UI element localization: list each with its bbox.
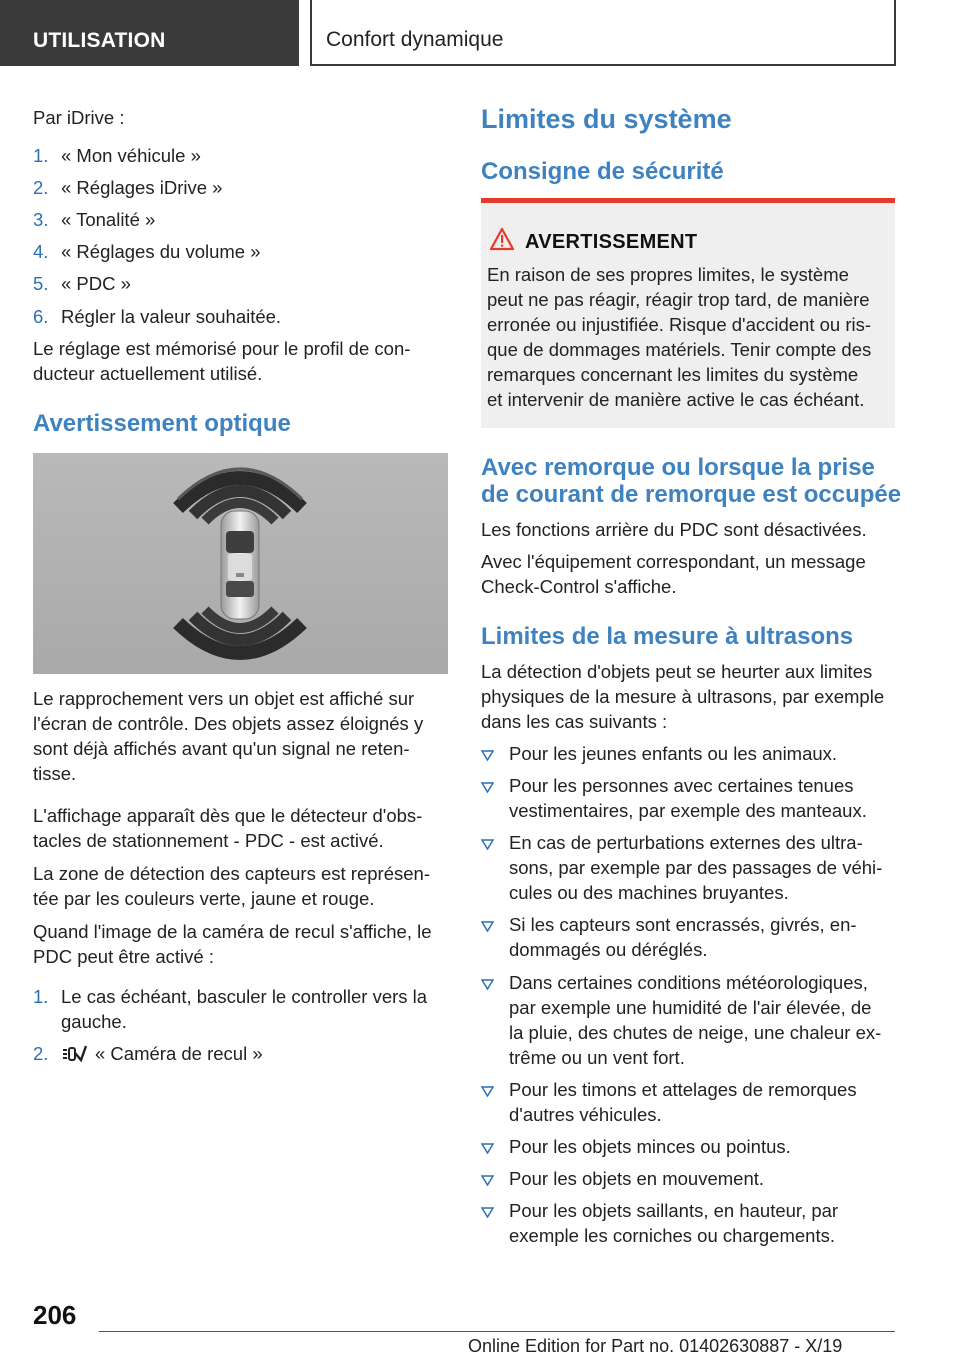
bullet-text	[509, 773, 895, 823]
page-header	[0, 0, 960, 66]
step-text: « Tonalité »	[61, 209, 156, 230]
step-number: 3.	[33, 209, 49, 230]
triangle-bullet-icon	[481, 979, 494, 990]
bullet-text	[509, 970, 895, 1070]
heading-trailer-line-1: Avec remorque ou lorsque la prise	[481, 454, 875, 481]
para-2-line-2: tacles de stationnement - PDC - est activé.	[33, 830, 384, 851]
warning-line: remarques concernant les limites du système	[487, 364, 859, 385]
step-text: « PDC »	[61, 273, 131, 294]
section-tab: UTILISATION	[0, 0, 299, 66]
bullet-text	[509, 1198, 895, 1248]
step-text: « Mon véhicule »	[61, 145, 201, 166]
step-text: Régler la valeur souhaitée.	[61, 306, 282, 327]
bullet-line: Pour les personnes avec certaines tenues	[509, 775, 854, 796]
para-3-line-2: tée par les couleurs verte, jaune et rouge.	[33, 888, 375, 909]
step-number: 6.	[33, 306, 49, 327]
page-title: Limites du système	[481, 104, 732, 134]
triangle-bullet-icon	[481, 750, 494, 761]
para-4-line-1: Quand l'image de la caméra de recul s'affiche, le	[33, 921, 432, 942]
footer-divider	[99, 1331, 895, 1332]
heading-optical-warning: Avertissement optique	[33, 410, 291, 437]
trailer-para-1: Les fonctions arrière du PDC sont désactivées.	[481, 519, 867, 540]
warning-line: et intervenir de manière active le cas échéant.	[487, 389, 865, 410]
triangle-bullet-icon	[481, 1175, 494, 1186]
triangle-bullet-icon	[481, 1086, 494, 1097]
para-1-line-3: sont déjà affichés avant qu'un signal ne reten‐	[33, 738, 410, 759]
rear-camera-icon	[61, 1044, 87, 1070]
pdc-illustration	[33, 453, 448, 674]
bullet-line: sons, par exemple par des passages de véhi‐	[509, 857, 883, 878]
heading-safety: Consigne de sécurité	[481, 158, 724, 185]
step-number: 2.	[33, 177, 49, 198]
step-text: Le cas échéant, basculer le controller vers la	[61, 986, 428, 1007]
warning-line: En raison de ses propres limites, le système	[487, 264, 849, 285]
step-text: « Réglages iDrive »	[61, 177, 223, 198]
step-text-cont: gauche.	[61, 1011, 127, 1032]
warning-line: peut ne pas réagir, réagir trop tard, de manière	[487, 289, 870, 310]
intro-text: Par iDrive :	[33, 107, 125, 128]
step-number: 1.	[33, 986, 49, 1007]
bullet-text	[509, 830, 895, 905]
triangle-bullet-icon	[481, 921, 494, 932]
bullet-text	[509, 1077, 895, 1127]
edition-note: Online Edition for Part no. 01402630887 - X/19	[468, 1336, 843, 1356]
step-number: 1.	[33, 145, 49, 166]
ultra-para-line-3: dans les cas suivants :	[481, 711, 668, 732]
para-2-line-1: L'affichage apparaît dès que le détecteur d'obs‐	[33, 805, 423, 826]
page-number: 206	[33, 1300, 77, 1330]
triangle-bullet-icon	[481, 782, 494, 793]
para-4-line-2: PDC peut être activé :	[33, 946, 214, 967]
step-text: « Caméra de recul »	[95, 1043, 263, 1064]
warning-line: que de dommages matériels. Tenir compte des	[487, 339, 872, 360]
step-number: 5.	[33, 273, 49, 294]
trailer-para-2-line-2: Check-Control s'affiche.	[481, 576, 677, 597]
pdc-car-diagram	[33, 453, 448, 674]
bullet-line: par exemple une humidité de l'air élevée, de	[509, 997, 872, 1018]
stored-line-1: Le réglage est mémorisé pour le profil de con‐	[33, 338, 411, 359]
stored-line-2: ducteur actuellement utilisé.	[33, 363, 263, 384]
warning-title: AVERTISSEMENT	[525, 231, 698, 253]
heading-trailer-line-2: de courant de remorque est occupée	[481, 481, 902, 508]
triangle-bullet-icon	[481, 1143, 494, 1154]
step-number: 2.	[33, 1043, 49, 1064]
step-number: 4.	[33, 241, 49, 262]
bullet-line: cules ou des machines bruyantes.	[509, 882, 789, 903]
triangle-bullet-icon	[481, 839, 494, 850]
step-text: « Réglages du volume »	[61, 241, 261, 262]
bullet-line: Pour les objets saillants, en hauteur, par	[509, 1200, 839, 1221]
bullet-line: Pour les timons et attelages de remorques	[509, 1079, 857, 1100]
para-3-line-1: La zone de détection des capteurs est représen‐	[33, 863, 430, 884]
bullet-text	[509, 912, 895, 962]
bullet-line: En cas de perturbations externes des ultra‐	[509, 832, 863, 853]
bullet-line: Dans certaines conditions météorologiques,	[509, 972, 868, 993]
warning-text	[487, 262, 891, 412]
para-1-line-4: tisse.	[33, 763, 77, 784]
warning-line: erronée ou injustifiée. Risque d'accident ou ris‐	[487, 314, 872, 335]
trailer-para-2-line-1: Avec l'équipement correspondant, un message	[481, 551, 866, 572]
bullet-line: trême ou un vent fort.	[509, 1047, 685, 1068]
bullet-line: d'autres véhicules.	[509, 1104, 662, 1125]
bullet-text: Pour les objets minces ou pointus.	[509, 1136, 791, 1157]
bullet-line: dommagés ou déréglés.	[509, 939, 708, 960]
para-1-line-1: Le rapprochement vers un objet est affiché sur	[33, 688, 415, 709]
heading-ultrasonic: Limites de la mesure à ultrasons	[481, 623, 854, 650]
warning-box	[481, 198, 895, 428]
bullet-line: Si les capteurs sont encrassés, givrés, en‐	[509, 914, 857, 935]
para-1-line-2: l'écran de contrôle. Des objets assez éloignés y	[33, 713, 424, 734]
chapter-title: Confort dynamique	[310, 0, 896, 66]
triangle-bullet-icon	[481, 1207, 494, 1218]
bullet-line: vestimentaires, par exemple des manteaux.	[509, 800, 867, 821]
ultra-para-line-1: La détection d'objets peut se heurter aux limites	[481, 661, 873, 682]
bullet-text: Pour les jeunes enfants ou les animaux.	[509, 743, 838, 764]
bullet-line: exemple les corniches ou chargements.	[509, 1225, 835, 1246]
bullet-text: Pour les objets en mouvement.	[509, 1168, 765, 1189]
warning-triangle-icon	[489, 227, 515, 251]
bullet-line: la pluie, des chutes de neige, une chaleur ex‐	[509, 1022, 882, 1043]
ultra-para-line-2: physiques de la mesure à ultrasons, par exemple	[481, 686, 885, 707]
